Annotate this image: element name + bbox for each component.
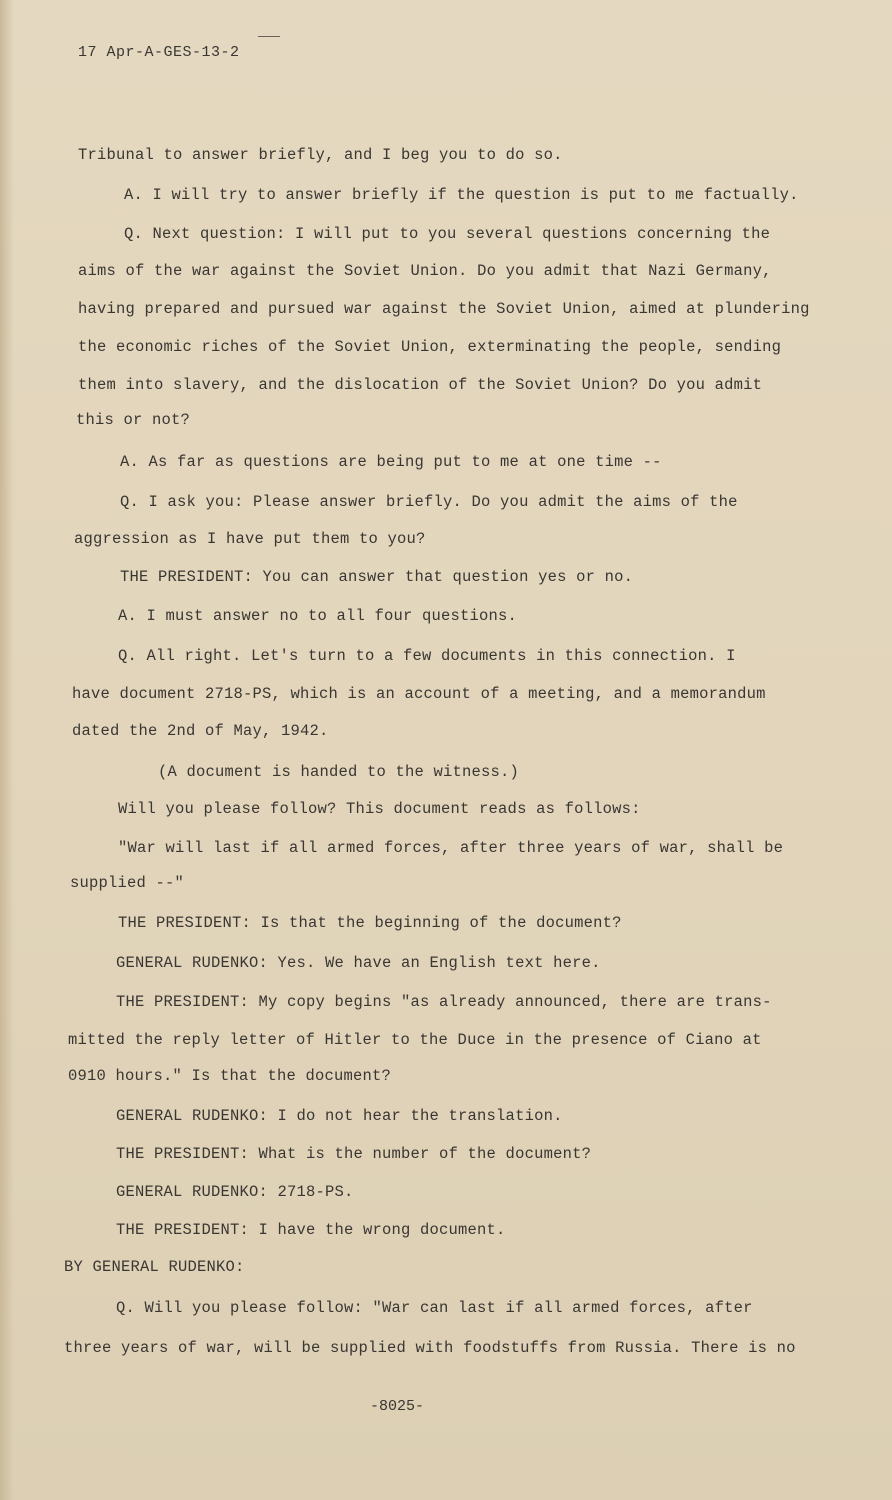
- text-line: GENERAL RUDENKO: Yes. We have an English text here.: [116, 954, 601, 972]
- text-line: Will you please follow? This document reads as follows:: [118, 800, 641, 818]
- text-line: BY GENERAL RUDENKO:: [64, 1258, 245, 1276]
- text-line: THE PRESIDENT: My copy begins "as already announced, there are trans-: [116, 993, 772, 1011]
- text-line: Q. Will you please follow: "War can last if all armed forces, after: [116, 1299, 753, 1317]
- page-number: -8025-: [370, 1398, 425, 1415]
- text-line: A. I must answer no to all four questions.: [118, 607, 518, 625]
- text-line: A. As far as questions are being put to me at one time --: [120, 453, 662, 471]
- text-line: aims of the war against the Soviet Union. Do you admit that Nazi Germany,: [78, 262, 772, 280]
- text-line: mitted the reply letter of Hitler to the Duce in the presence of Ciano at: [68, 1031, 762, 1049]
- text-line: 0910 hours." Is that the document?: [68, 1067, 392, 1085]
- text-line: Q. I ask you: Please answer briefly. Do you admit the aims of the: [120, 493, 738, 511]
- text-line: THE PRESIDENT: You can answer that question yes or no.: [120, 568, 634, 586]
- document-code: 17 Apr-A-GES-13-2: [78, 44, 240, 61]
- text-line: Q. Next question: I will put to you several questions concerning the: [124, 225, 771, 243]
- stray-mark: [258, 36, 280, 37]
- text-line: THE PRESIDENT: What is the number of the document?: [116, 1145, 592, 1163]
- text-line: THE PRESIDENT: Is that the beginning of the document?: [118, 914, 622, 932]
- text-line: three years of war, will be supplied with foodstuffs from Russia. There is no: [64, 1339, 796, 1357]
- text-line: GENERAL RUDENKO: I do not hear the translation.: [116, 1107, 563, 1125]
- text-line: aggression as I have put them to you?: [74, 530, 426, 548]
- text-line: this or not?: [76, 411, 191, 429]
- text-line: the economic riches of the Soviet Union, exterminating the people, sending: [78, 338, 782, 356]
- text-line: (A document is handed to the witness.): [158, 763, 520, 781]
- text-line: supplied --": [70, 874, 185, 892]
- text-line: A. I will try to answer briefly if the question is put to me factually.: [124, 186, 799, 204]
- text-line: having prepared and pursued war against the Soviet Union, aimed at plundering: [78, 300, 810, 318]
- text-line: have document 2718-PS, which is an account of a meeting, and a memorandum: [72, 685, 766, 703]
- text-line: Q. All right. Let's turn to a few documents in this connection. I: [118, 647, 736, 665]
- text-line: GENERAL RUDENKO: 2718-PS.: [116, 1183, 354, 1201]
- text-line: Tribunal to answer briefly, and I beg you to do so.: [78, 146, 563, 164]
- text-line: them into slavery, and the dislocation of the Soviet Union? Do you admit: [78, 376, 763, 394]
- text-line: dated the 2nd of May, 1942.: [72, 722, 329, 740]
- text-line: "War will last if all armed forces, after three years of war, shall be: [118, 839, 784, 857]
- text-line: THE PRESIDENT: I have the wrong document.: [116, 1221, 506, 1239]
